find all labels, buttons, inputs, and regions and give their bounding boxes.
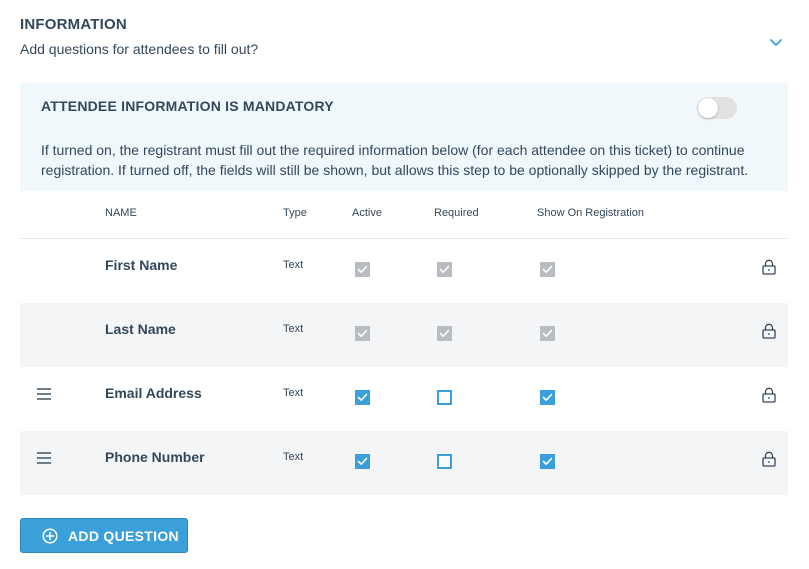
header-show-on-registration: Show On Registration <box>537 207 644 219</box>
drag-handle-icon[interactable] <box>37 452 51 464</box>
required-checkbox <box>437 262 452 277</box>
field-type: Text <box>283 387 304 399</box>
field-type: Text <box>283 451 304 463</box>
required-checkbox[interactable] <box>437 454 452 469</box>
lock-icon <box>762 387 776 403</box>
mandatory-panel <box>20 83 788 191</box>
table-body <box>20 239 788 495</box>
table-row <box>20 367 788 431</box>
show-on-registration-checkbox[interactable] <box>540 390 555 405</box>
header-type: Type <box>283 207 307 219</box>
field-name: Last Name <box>105 321 176 337</box>
header-required: Required <box>434 207 479 219</box>
section-title: INFORMATION <box>20 16 127 33</box>
required-checkbox[interactable] <box>437 390 452 405</box>
field-type: Text <box>283 259 304 271</box>
field-name: Email Address <box>105 385 202 401</box>
table-row <box>20 431 788 495</box>
field-type: Text <box>283 323 304 335</box>
table-row <box>20 239 788 303</box>
table-row <box>20 303 788 367</box>
add-question-label: ADD QUESTION <box>68 527 179 544</box>
add-question-button[interactable] <box>20 518 188 553</box>
lock-icon <box>762 323 776 339</box>
mandatory-toggle[interactable] <box>697 97 737 119</box>
lock-icon <box>762 451 776 467</box>
drag-handle-icon[interactable] <box>37 388 51 400</box>
header-name: NAME <box>105 207 137 219</box>
active-checkbox[interactable] <box>355 390 370 405</box>
questions-table <box>20 192 788 495</box>
field-name: Phone Number <box>105 449 205 465</box>
lock-icon <box>762 259 776 275</box>
required-checkbox <box>437 326 452 341</box>
mandatory-description: If turned on, the registrant must fill out the required information below (for each attendee on this ticket) to continue registration. If turned off, the fields will still be shown, but allows this step to be optionally skipped by the registrant. <box>41 142 749 178</box>
show-on-registration-checkbox <box>540 326 555 341</box>
active-checkbox <box>355 262 370 277</box>
show-on-registration-checkbox[interactable] <box>540 454 555 469</box>
header-active: Active <box>352 207 382 219</box>
section-subtitle: Add questions for attendees to fill out? <box>20 41 259 57</box>
show-on-registration-checkbox <box>540 262 555 277</box>
toggle-knob <box>698 98 718 118</box>
field-name: First Name <box>105 257 178 273</box>
active-checkbox[interactable] <box>355 454 370 469</box>
table-header <box>20 192 788 239</box>
mandatory-title: ATTENDEE INFORMATION IS MANDATORY <box>41 98 334 114</box>
chevron-down-icon[interactable] <box>768 36 784 50</box>
plus-circle-icon <box>42 528 58 544</box>
active-checkbox <box>355 326 370 341</box>
